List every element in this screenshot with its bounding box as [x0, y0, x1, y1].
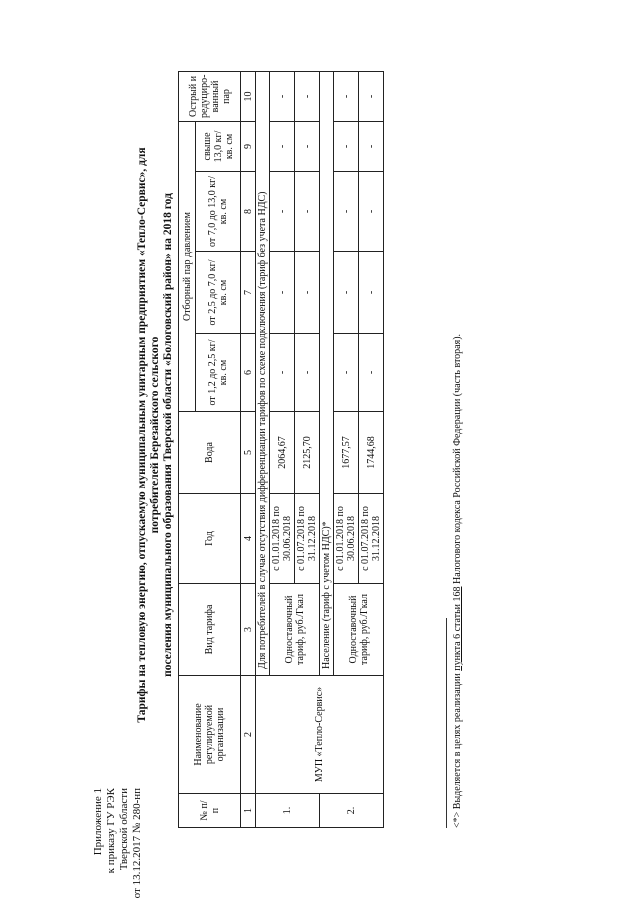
- column-index: 7: [241, 252, 256, 334]
- pressure-1-value: -: [359, 334, 384, 412]
- column-index: 10: [241, 71, 256, 121]
- period: с 01.07.2018 по 31.12.2018: [359, 494, 384, 584]
- header-org: Наименование регулируемой организации: [179, 676, 241, 794]
- sharp-steam-value: -: [270, 71, 295, 121]
- pressure-1-value: -: [295, 334, 320, 412]
- title-line-2: поселения муниципального образования Тверской области «Бологовский район» на 2018 год: [162, 193, 174, 677]
- column-index: 6: [241, 334, 256, 412]
- footnote-text: <*> Выделяется в целях реализации: [452, 670, 463, 828]
- header-pressure-2: от 2,5 до 7,0 кг/кв. см: [196, 252, 241, 334]
- period: с 01.01.2018 по 30.06.2018: [270, 494, 295, 584]
- row-number: 2.: [320, 794, 384, 828]
- tariff-type: Одноставочный тариф, руб./Гкал: [270, 584, 320, 676]
- column-index: 9: [241, 121, 256, 171]
- period: с 01.01.2018 по 30.06.2018: [334, 494, 359, 584]
- appendix-line-1: Приложение 1: [92, 788, 104, 856]
- footnote-text-end: Налогового кодекса Российской Федерации (часть вторая).: [452, 333, 463, 587]
- table-row: [256, 71, 270, 827]
- pressure-3-value: -: [359, 172, 384, 252]
- column-index: 8: [241, 172, 256, 252]
- footnote-divider: [446, 618, 447, 828]
- section-label: Для потребителей в случае отсутствия дифференциации тарифов по схеме подключения (тариф без учета НДС): [256, 71, 270, 675]
- pressure-4-value: -: [359, 121, 384, 171]
- title-line-1: Тарифы на тепловую энергию, отпускаемую муниципальным унитарным предприятием «Тепло-Сервис», для потребителей Березайского сельского: [136, 147, 161, 723]
- appendix-line-3: от 13.12.2017 № 280-нп: [131, 788, 143, 899]
- pressure-2-value: -: [270, 252, 295, 334]
- column-index: 3: [241, 584, 256, 676]
- header-pressure-4: свыше 13,0 кг/кв. см: [196, 121, 241, 171]
- header-tariff-type: Вид тарифа: [179, 584, 241, 676]
- header-year: Год: [179, 494, 241, 584]
- tariff-type: Одноставочный тариф, руб./Гкал: [334, 584, 384, 676]
- row-number: 1.: [256, 794, 320, 828]
- sharp-steam-value: -: [334, 71, 359, 121]
- appendix-line-2: к приказу ГУ РЭК Тверской области: [105, 788, 130, 874]
- column-index: 4: [241, 494, 256, 584]
- sharp-steam-value: -: [359, 71, 384, 121]
- column-index: 2: [241, 676, 256, 794]
- water-value: 2064,67: [270, 412, 295, 494]
- header-no: № п/ п: [179, 794, 241, 828]
- pressure-1-value: -: [334, 334, 359, 412]
- pressure-4-value: -: [270, 121, 295, 171]
- footnote-law-link[interactable]: пункта 6 статьи 168: [452, 586, 463, 671]
- pressure-3-value: -: [334, 172, 359, 252]
- pressure-2-value: -: [334, 252, 359, 334]
- header-sharp-steam: Острый и редуциро- ванный пар: [179, 71, 241, 121]
- water-value: 2125,70: [295, 412, 320, 494]
- sharp-steam-value: -: [295, 71, 320, 121]
- header-pressure-1: от 1,2 до 2,5 кг/кв. см: [196, 334, 241, 412]
- header-water: Вода: [179, 412, 241, 494]
- pressure-4-value: -: [295, 121, 320, 171]
- column-index-row: [241, 71, 256, 827]
- tariff-table: [178, 71, 384, 828]
- water-value: 1744,68: [359, 412, 384, 494]
- pressure-2-value: -: [295, 252, 320, 334]
- organization-name: МУП «Тепло-Сервис»: [256, 676, 384, 794]
- pressure-3-value: -: [295, 172, 320, 252]
- column-index: 1: [241, 794, 256, 828]
- appendix-header: [92, 788, 144, 905]
- pressure-1-value: -: [270, 334, 295, 412]
- pressure-2-value: -: [359, 252, 384, 334]
- header-steam-group: Отборный пар давлением: [179, 121, 196, 411]
- header-pressure-3: от 7,0 до 13,0 кг/кв. см: [196, 172, 241, 252]
- period: с 01.07.2018 по 31.12.2018: [295, 494, 320, 584]
- document-title: [136, 115, 175, 755]
- footnote: [452, 228, 463, 828]
- pressure-4-value: -: [334, 121, 359, 171]
- pressure-3-value: -: [270, 172, 295, 252]
- water-value: 1677,57: [334, 412, 359, 494]
- section-label: Население (тариф с учетом НДС)*: [320, 71, 334, 675]
- column-index: 5: [241, 412, 256, 494]
